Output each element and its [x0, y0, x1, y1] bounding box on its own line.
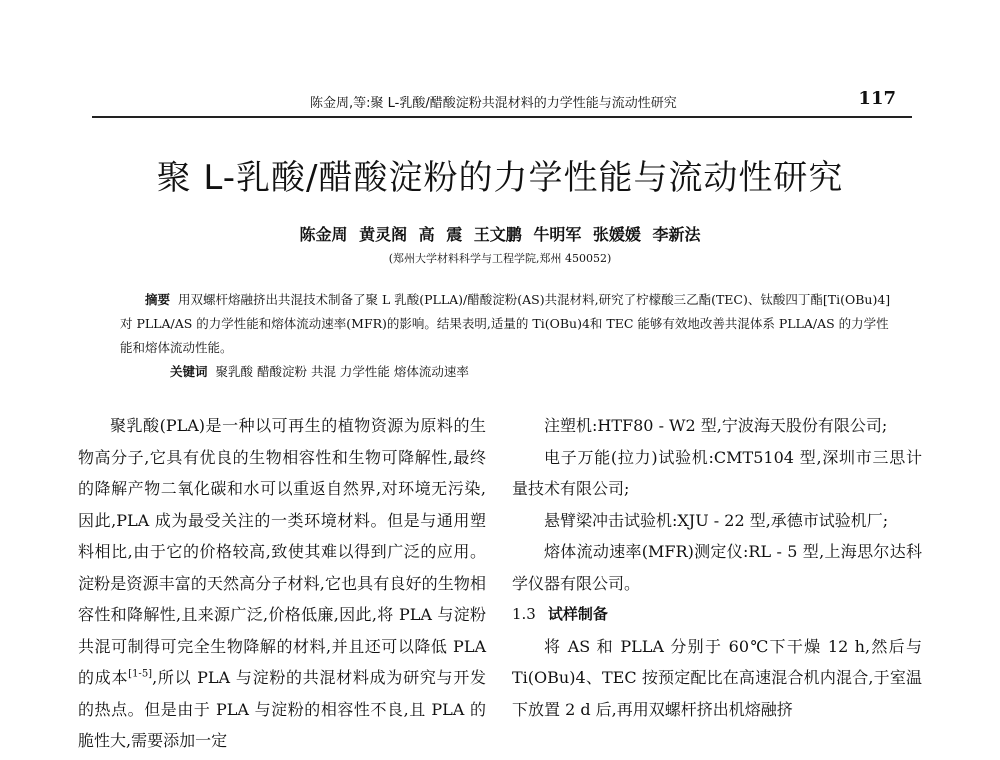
- section-heading: [512, 599, 922, 631]
- abstract-label: 摘要: [145, 292, 171, 307]
- equipment-item: 电子万能(拉力)试验机:CMT5104 型,深圳市三思计量技术有限公司;: [512, 447, 922, 498]
- intro-text-part2: ,所以 PLA 与淀粉的共混材料成为研究与开发的热点。但是由于 PLA 与淀粉的相容性不良,且 PLA 的脆性大,需要添加一定: [78, 668, 486, 750]
- equipment-item: 熔体流动速率(MFR)测定仪:RL - 5 型,上海思尔达科学仪器有限公司。: [512, 542, 922, 593]
- section-title: 试样制备: [547, 605, 608, 623]
- running-head: [92, 88, 912, 112]
- equipment-item: 悬臂梁冲击试验机:XJU - 22 型,承德市试验机厂;: [544, 510, 889, 530]
- abstract-text: 用双螺杆熔融挤出共混技术制备了聚 L 乳酸(PLLA)/醋酸淀粉(AS)共混材料,研究了柠檬酸三乙酯(TEC)、钛酸四丁酯[Ti(OBu)4]对 PLLA/AS 的力学性能和熔体流动速率(MFR)的影响。结果表明,适量的 Ti(OBu)4和 TEC 能够有效地改善共混体系 PLLA/AS 的力学性能和熔体流动性能。: [120, 292, 891, 355]
- page-number: 117: [858, 88, 896, 109]
- right-column: [512, 410, 922, 725]
- header-rule: [92, 116, 912, 118]
- author-list: 陈金周 黄灵阁 高 震 王文鹏 牛明军 张媛媛 李新法: [299, 225, 701, 244]
- equipment-item: 注塑机:HTF80 - W2 型,宁波海天股份有限公司;: [544, 416, 888, 435]
- paper-title: 聚 L-乳酸/醋酸淀粉的力学性能与流动性研究: [156, 158, 844, 198]
- running-head-title: 陈金周,等:聚 L-乳酸/醋酸淀粉共混材料的力学性能与流动性研究: [310, 96, 677, 111]
- intro-paragraph: [78, 410, 486, 757]
- keywords-label: 关键词: [170, 364, 208, 379]
- affiliation: (郑州大学材料科学与工程学院,郑州 450052): [388, 252, 612, 265]
- keywords-paragraph: [120, 360, 892, 384]
- left-column: [78, 410, 486, 757]
- sample-prep-paragraph: 将 AS 和 PLLA 分别于 60℃下干燥 12 h,然后与Ti(OBu)4、TEC 按预定配比在高速混合机内混合,于室温下放置 2 d 后,再用双螺杆挤出机熔融挤: [512, 636, 922, 719]
- intro-text-part1: 聚乳酸(PLA)是一种以可再生的植物资源为原料的生物高分子,它具有优良的生物相容性和生物可降解性,最终的降解产物二氧化碳和水可以重返自然界,对环境无污染,因此,PLA 成为最受关注的一类环境材料。但是与通用塑料相比,由于它的价格较高,致使其难以得到广泛的应用。淀粉是资源丰富的天然高分子材料,它也具有良好的生物相容性和降解性,且来源广泛,价格低廉,因此,将 PLA 与淀粉共混可制得可完全生物降解的材料,并且还可以降低 PLA 的成本: [78, 416, 486, 687]
- citation-ref: [1-5]: [128, 668, 153, 680]
- keywords-text: 聚乳酸 醋酸淀粉 共混 力学性能 熔体流动速率: [215, 364, 469, 379]
- section-number: 1.3: [512, 605, 536, 623]
- abstract-paragraph: [120, 288, 892, 360]
- abstract-block: [120, 288, 892, 384]
